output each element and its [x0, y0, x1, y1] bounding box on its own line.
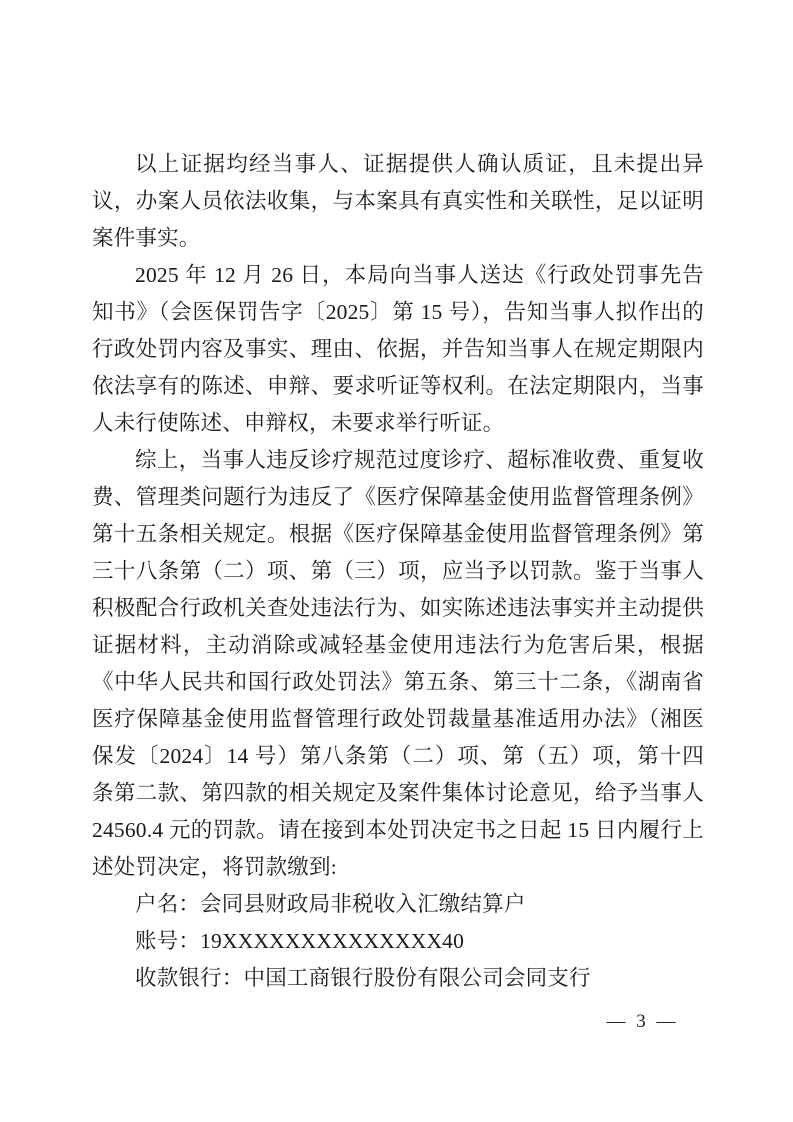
- paragraph-prior-notice: 2025 年 12 月 26 日，本局向当事人送达《行政处罚事先告知书》（会医保罚告字〔2025〕第 15 号），告知当事人拟作出的行政处罚内容及事实、理由、依据，并告知当事人在规定期限内依法享有的陈述、申辩、要求听证等权利。在法定期限内，当事人未行使陈述、申辩权，未要求举行听证。: [92, 263, 704, 435]
- paragraph-evidence-confirmation: 以上证据均经当事人、证据提供人确认质证，且未提出异议，办案人员依法收集，与本案具有真实性和关联性，足以证明案件事实。: [92, 152, 704, 250]
- payment-account-name: 户名：会同县财政局非税收入汇缴结算户: [135, 892, 526, 916]
- payment-bank: 收款银行：中国工商银行股份有限公司会同支行: [135, 966, 591, 990]
- paragraph-penalty-decision: 综上，当事人违反诊疗规范过度诊疗、超标准收费、重复收费、管理类问题行为违反了《医疗保障基金使用监督管理条例》第十五条相关规定。根据《医疗保障基金使用监督管理条例》第三十八条第（二）项、第（三）项，应当予以罚款。鉴于当事人积极配合行政机关查处违法行为、如实陈述违法事实并主动提供证据材料，主动消除或减轻基金使用违法行为危害后果，根据《中华人民共和国行政处罚法》第五条、第三十二条，《湖南省医疗保障基金使用监督管理行政处罚裁量基准适用办法》（湘医保发〔2024〕14 号）第八条第（二）项、第（五）项，第十四条第二款、第四款的相关规定及案件集体讨论意见，给予当事人 24560.4 元的罚款。请在接到本处罚决定书之日起 15 日内履行上述处罚决定，将罚款缴到:: [92, 448, 704, 879]
- payment-account-number: 账号：19XXXXXXXXXXXXXX40: [135, 929, 465, 953]
- document-body: [92, 146, 704, 997]
- page-number: — 3 —: [606, 1011, 679, 1032]
